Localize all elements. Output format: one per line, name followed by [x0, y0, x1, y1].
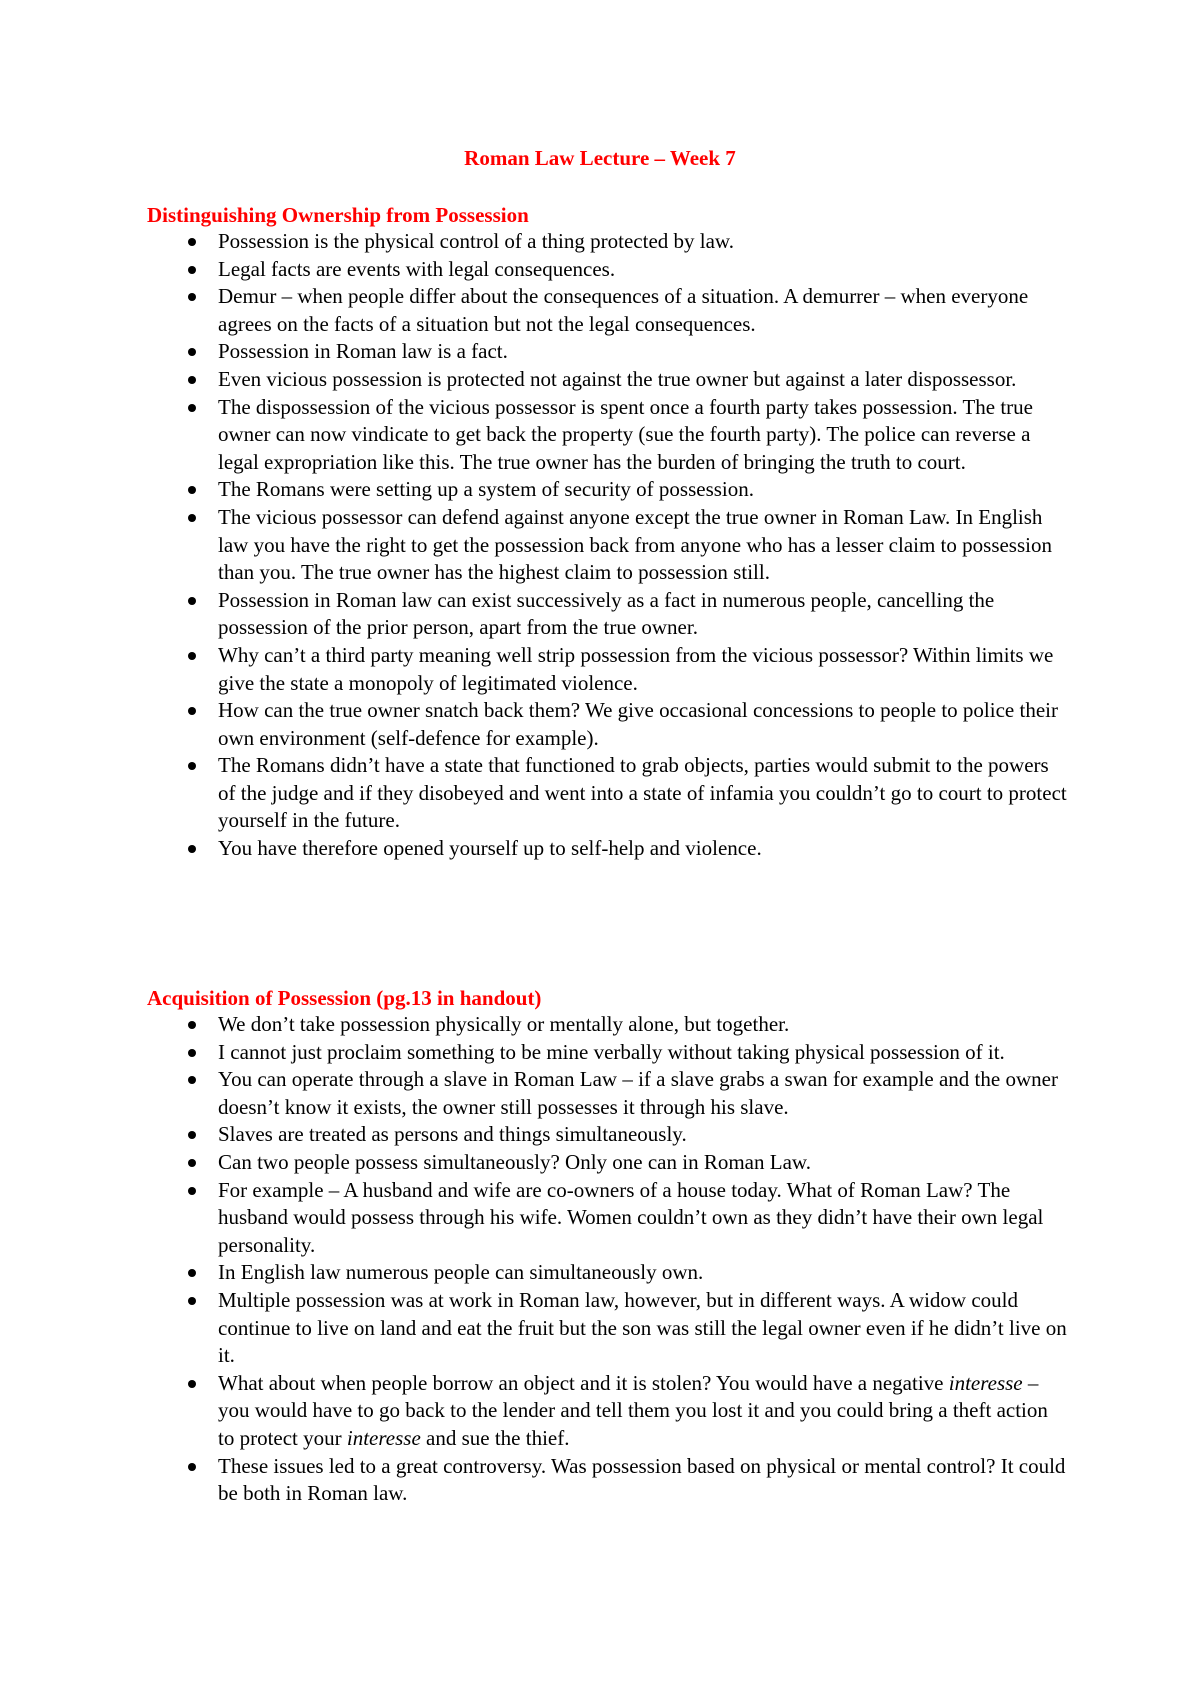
bullet-icon — [188, 1269, 196, 1277]
bullet-text: Multiple possession was at work in Roman law, however, but in different ways. A widow could continue to live on land and eat the fruit but the son was still the legal owner even if he didn’t live on it. — [218, 1287, 1067, 1368]
bullet-icon — [188, 348, 196, 356]
list-item — [147, 1011, 1067, 1039]
bullet-icon — [188, 845, 196, 853]
bullet-text: Demur – when people differ about the consequences of a situation. A demurrer – when everyone agrees on the facts of a situation but not the legal consequences. — [218, 284, 1029, 336]
bullet-text: The dispossession of the vicious possessor is spent once a fourth party takes possession. The true owner can now vindicate to get back the property (sue the fourth party). The police can reverse a legal expropriation like this. The true owner has the burden of bringing the truth to court. — [218, 394, 1033, 474]
bullet-text: Can two people possess simultaneously? Only one can in Roman Law. — [218, 1149, 811, 1174]
list-item — [147, 1121, 1067, 1149]
bullet-text: In English law numerous people can simultaneously own. — [218, 1260, 704, 1285]
bullet-icon — [188, 1049, 196, 1057]
bullet-icon — [188, 1297, 196, 1305]
section-ownership-vs-possession — [147, 202, 1067, 863]
bullet-text: How can the true owner snatch back them? We give occasional concessions to people to police their own environment (self-defence for example). — [218, 698, 1058, 750]
bullet-icon — [188, 652, 196, 660]
list-item — [147, 1370, 1067, 1453]
list-item — [147, 1453, 1067, 1508]
list-item — [147, 504, 1067, 587]
bullet-list — [147, 1011, 1067, 1508]
bullet-icon — [188, 762, 196, 770]
bullet-text: You can operate through a slave in Roman Law – if a slave grabs a swan for example and the owner doesn’t know it exists, the owner still possesses it through his slave. — [218, 1067, 1058, 1119]
list-item — [147, 697, 1067, 752]
bullet-text: The Romans were setting up a system of security of possession. — [218, 477, 754, 502]
bullet-icon — [188, 1380, 196, 1388]
list-item — [147, 228, 1067, 256]
list-item — [147, 283, 1067, 338]
list-item — [147, 1259, 1067, 1287]
bullet-text: Legal facts are events with legal consequences. — [218, 256, 616, 281]
bullet-icon — [188, 238, 196, 246]
bullet-icon — [188, 514, 196, 522]
bullet-list — [147, 228, 1067, 863]
bullet-icon — [188, 1159, 196, 1167]
list-item — [147, 1177, 1067, 1260]
bullet-icon — [188, 1021, 196, 1029]
bullet-text: We don’t take possession physically or mentally alone, but together. — [218, 1012, 790, 1036]
bullet-text: These issues led to a great controversy. Was possession based on physical or mental control? It could be both in Roman law. — [218, 1453, 1066, 1506]
list-item — [147, 1039, 1067, 1067]
bullet-text: You have therefore opened yourself up to self-help and violence. — [218, 836, 762, 861]
bullet-icon — [188, 266, 196, 274]
list-item — [147, 366, 1067, 394]
list-item — [147, 587, 1067, 642]
bullet-icon — [188, 486, 196, 494]
bullet-text: The Romans didn’t have a state that functioned to grab objects, parties would submit to the powers of the judge and if they disobeyed and went into a state of infamia you couldn’t go to court to protect yourself in the future. — [218, 753, 1067, 833]
list-item — [147, 338, 1067, 366]
list-item — [147, 476, 1067, 504]
bullet-text: Even vicious possession is protected not against the true owner but against a later dispossessor. — [218, 366, 1017, 391]
bullet-text: Possession in Roman law is a fact. — [218, 339, 508, 364]
list-item — [147, 835, 1067, 863]
bullet-icon — [188, 1076, 196, 1084]
section-heading: Acquisition of Possession (pg.13 in handout) — [147, 986, 542, 1010]
section-acquisition-of-possession — [147, 985, 1067, 1508]
document-title: Roman Law Lecture – Week 7 — [464, 146, 736, 170]
bullet-icon — [188, 404, 196, 412]
list-item — [147, 394, 1067, 477]
section-heading: Distinguishing Ownership from Possession — [147, 203, 529, 227]
bullet-text: For example – A husband and wife are co-owners of a house today. What of Roman Law? The husband would possess through his wife. Women couldn’t own as they didn’t have their own legal personality. — [218, 1177, 1044, 1257]
bullet-icon — [188, 293, 196, 301]
bullet-icon — [188, 707, 196, 715]
list-item — [147, 752, 1067, 835]
bullet-text: I cannot just proclaim something to be mine verbally without taking physical possession of it. — [218, 1039, 1005, 1064]
list-item — [147, 256, 1067, 284]
list-item — [147, 1149, 1067, 1177]
bullet-text: The vicious possessor can defend against anyone except the true owner in Roman Law. In English law you have the right to get the possession back from anyone who has a lesser claim to possession than you. The true owner has the highest claim to possession still. — [218, 504, 1052, 585]
bullet-text: Slaves are treated as persons and things simultaneously. — [218, 1122, 687, 1147]
bullet-text: What about when people borrow an object and it is stolen? You would have a negative interesse – you would have to go back to the lender and tell them you lost it and you could bring a theft action to protect your interesse and sue the thief. — [218, 1370, 1048, 1450]
list-item — [147, 1287, 1067, 1370]
list-item — [147, 642, 1067, 697]
bullet-icon — [188, 597, 196, 605]
list-item — [147, 1066, 1067, 1121]
bullet-icon — [188, 376, 196, 384]
bullet-text: Possession in Roman law can exist successively as a fact in numerous people, cancelling the possession of the prior person, apart from the true owner. — [218, 587, 995, 640]
bullet-icon — [188, 1131, 196, 1139]
bullet-icon — [188, 1463, 196, 1471]
bullet-icon — [188, 1187, 196, 1195]
bullet-text: Possession is the physical control of a thing protected by law. — [218, 229, 734, 253]
bullet-text: Why can’t a third party meaning well strip possession from the vicious possessor? Within limits we give the state a monopoly of legitimated violence. — [218, 642, 1054, 695]
